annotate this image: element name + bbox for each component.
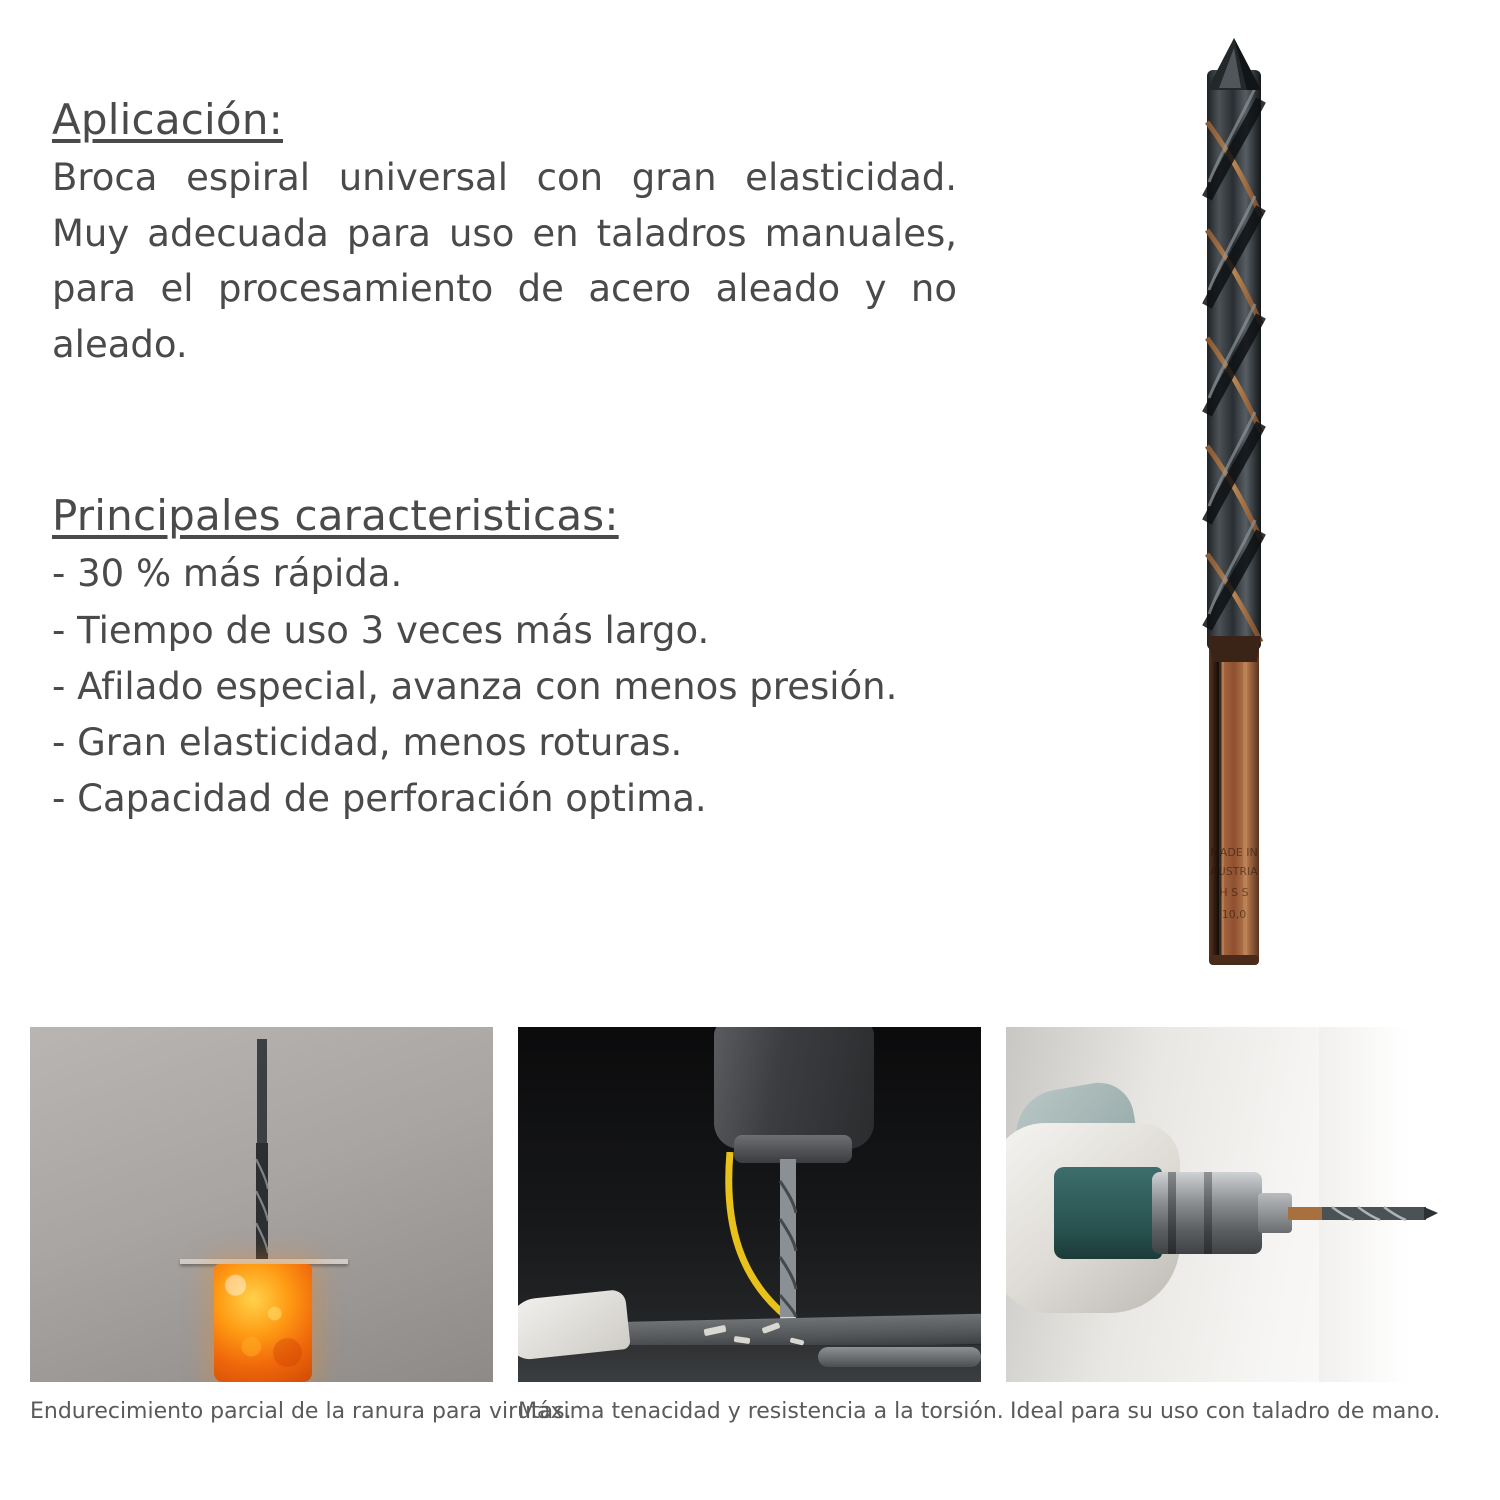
application-line-4: aleado y no aleado. [52, 267, 957, 366]
list-item: - Capacidad de perforación optima. [52, 777, 707, 821]
application-line-2: Muy adecuada para uso en taladros [52, 211, 747, 255]
hand-drill-body [1054, 1167, 1162, 1259]
photo-caption-2: Máxima tenacidad y resistencia a la torsión. [518, 1399, 1004, 1424]
features-list [52, 546, 1002, 827]
drill-bit-illustration [1185, 30, 1305, 965]
photo-strip [30, 1027, 1470, 1382]
list-item: - Gran elasticidad, menos roturas. [52, 721, 683, 764]
drill-bit-icon [776, 1159, 800, 1334]
features-heading: Principales caracteristicas: [52, 491, 619, 540]
product-drill-bit-image [1185, 30, 1305, 965]
photo-drill-press [518, 1027, 981, 1382]
features-section [52, 492, 1002, 827]
photo-captions [30, 1398, 1470, 1426]
svg-text:10,0: 10,0 [1221, 908, 1247, 921]
list-item: - Afilado especial, avanza con menos presión. [52, 664, 898, 708]
photo-caption-3: Ideal para su uso con taladro de mano. [1010, 1399, 1441, 1424]
application-body [52, 150, 957, 372]
svg-text:AUSTRIA: AUSTRIA [1210, 865, 1258, 878]
list-item: - 30 % más rápida. [52, 552, 403, 596]
svg-text:MADE IN: MADE IN [1210, 846, 1258, 859]
drill-bit-icon [252, 1039, 272, 1269]
glove [518, 1289, 631, 1361]
chuck-nose [1258, 1193, 1292, 1233]
drill-bit-icon [1288, 1197, 1438, 1229]
application-section [52, 96, 972, 372]
metal-rod [818, 1347, 981, 1367]
application-line-1: Broca espiral universal con gran elasticidad. [52, 156, 957, 200]
heated-flute-glow [214, 1264, 312, 1382]
photo-hand-drill [1006, 1027, 1469, 1382]
photo-flute-hardening [30, 1027, 493, 1382]
list-item: - Tiempo de uso 3 veces más largo. [52, 608, 710, 652]
photo-caption-1: Endurecimiento parcial de la ranura para virutas. [30, 1399, 572, 1424]
application-heading: Aplicación: [52, 95, 283, 144]
svg-text:H S S: H S S [1219, 886, 1249, 899]
drill-press-head [714, 1027, 874, 1149]
drill-chuck [1152, 1172, 1262, 1254]
application-line-3: manuales, para el procesamiento de acero [52, 211, 957, 311]
